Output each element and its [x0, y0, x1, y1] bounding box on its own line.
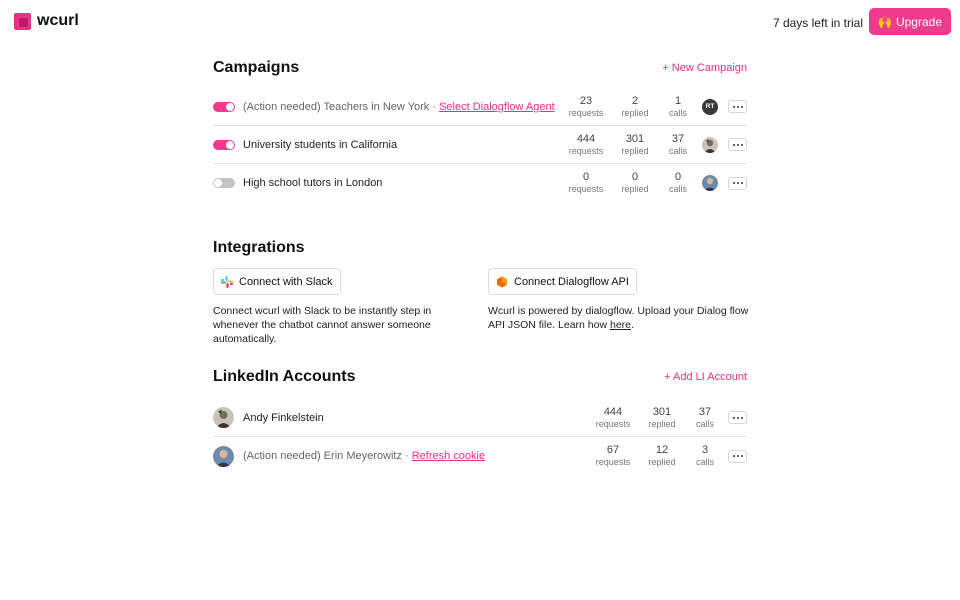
dialogflow-description-end: .	[631, 319, 634, 331]
brand-name: wcurl	[37, 12, 79, 29]
brand-logo[interactable]	[14, 12, 79, 30]
campaign-label: University students in California	[243, 138, 398, 151]
calls-count: 3	[701, 444, 709, 456]
slack-integration	[213, 268, 463, 346]
calls-count: 37	[698, 405, 712, 418]
calls-label: calls	[668, 184, 687, 194]
dialogflow-integration	[488, 268, 749, 332]
replied-stat	[638, 444, 686, 468]
add-li-account-link[interactable]: + Add LI Account	[664, 371, 747, 383]
campaign-prefix: (Action needed) Teachers in New York ·	[243, 100, 440, 113]
requests-stat	[562, 133, 610, 157]
calls-stat	[654, 133, 702, 157]
requests-count: 0	[582, 171, 590, 183]
requests-count: 23	[579, 94, 593, 107]
replied-count: 301	[625, 132, 645, 145]
replied-stat	[611, 95, 659, 119]
requests-count: 444	[576, 132, 596, 145]
connect-dialogflow-button[interactable]	[488, 268, 637, 295]
more-options-button[interactable]	[728, 450, 747, 463]
calls-label: calls	[695, 457, 714, 467]
replied-label: replied	[648, 418, 676, 429]
campaign-label	[243, 101, 555, 113]
campaigns-section	[213, 59, 747, 202]
trial-status: 7 days left in trial	[772, 16, 863, 30]
logo-icon	[14, 13, 31, 30]
calls-stat	[681, 444, 729, 468]
requests-stat	[562, 171, 610, 195]
campaign-row[interactable]	[213, 126, 747, 164]
dialogflow-icon	[496, 276, 508, 288]
requests-label: requests	[595, 418, 631, 429]
requests-label: requests	[595, 457, 631, 467]
requests-stat	[562, 95, 610, 119]
connect-dialogflow-label: Connect Dialogflow API	[514, 275, 629, 288]
linkedin-section	[213, 368, 747, 475]
linkedin-account-row[interactable]	[213, 399, 747, 437]
campaign-row[interactable]	[213, 88, 747, 126]
account-prefix: (Action needed) Erin Meyerowitz ·	[243, 450, 412, 462]
calls-stat	[681, 406, 729, 430]
avatar: RT	[702, 99, 718, 115]
requests-stat	[589, 406, 637, 430]
linkedin-account-row[interactable]	[213, 437, 747, 475]
avatar	[213, 446, 234, 467]
requests-count: 67	[606, 444, 620, 456]
integrations-title: Integrations	[213, 239, 305, 256]
slack-icon	[221, 276, 233, 288]
replied-label: replied	[621, 145, 649, 156]
replied-count: 0	[631, 171, 639, 183]
campaign-toggle[interactable]	[213, 102, 235, 112]
replied-label: replied	[621, 107, 649, 118]
replied-count: 12	[655, 444, 669, 456]
replied-label: replied	[621, 184, 649, 194]
more-options-button[interactable]	[728, 138, 747, 151]
replied-stat	[611, 171, 659, 195]
more-options-button[interactable]	[728, 100, 747, 113]
requests-label: requests	[568, 145, 604, 156]
connect-slack-button[interactable]	[213, 268, 341, 295]
campaigns-title: Campaigns	[213, 59, 300, 76]
requests-label: requests	[568, 107, 604, 118]
select-dialogflow-agent-link[interactable]: Select Dialogflow Agent	[439, 100, 555, 113]
calls-label: calls	[695, 418, 714, 429]
calls-count: 37	[671, 132, 685, 145]
new-campaign-link[interactable]: + New Campaign	[662, 62, 747, 74]
campaign-label: High school tutors in London	[243, 177, 383, 189]
integrations-section	[213, 239, 747, 348]
dialogflow-description	[488, 304, 753, 332]
requests-count: 444	[603, 405, 623, 418]
requests-label: requests	[568, 184, 604, 194]
more-options-button[interactable]	[728, 177, 747, 190]
slack-description: Connect wcurl with Slack to be instantly step in whenever the chatbot cannot answer someone automatically.	[213, 305, 432, 345]
replied-count: 2	[631, 94, 639, 107]
learn-how-link[interactable]: here	[609, 319, 631, 331]
replied-count: 301	[652, 405, 672, 418]
account-label	[243, 450, 485, 462]
campaign-row[interactable]	[213, 164, 747, 202]
avatar	[702, 137, 718, 153]
campaign-toggle[interactable]	[213, 140, 235, 150]
requests-stat	[589, 444, 637, 468]
replied-label: replied	[648, 457, 676, 467]
dialogflow-description-text: Wcurl is powered by dialogflow. Upload your Dialog flow API JSON file. Learn how	[488, 305, 749, 331]
calls-stat	[654, 171, 702, 195]
refresh-cookie-link[interactable]: Refresh cookie	[411, 450, 486, 462]
calls-label: calls	[668, 145, 687, 156]
connect-slack-label: Connect with Slack	[239, 275, 333, 288]
linkedin-title: LinkedIn Accounts	[213, 368, 356, 385]
replied-stat	[611, 133, 659, 157]
avatar	[702, 175, 718, 191]
upgrade-button[interactable]: 🙌 Upgrade	[869, 8, 951, 35]
replied-stat	[638, 406, 686, 430]
more-options-button[interactable]	[728, 411, 747, 424]
campaign-toggle[interactable]	[213, 178, 235, 188]
calls-label: calls	[668, 107, 687, 118]
calls-count: 0	[674, 171, 682, 183]
avatar	[213, 407, 234, 428]
account-name: Andy Finkelstein	[243, 411, 324, 424]
calls-stat	[654, 95, 702, 119]
calls-count: 1	[674, 94, 682, 107]
